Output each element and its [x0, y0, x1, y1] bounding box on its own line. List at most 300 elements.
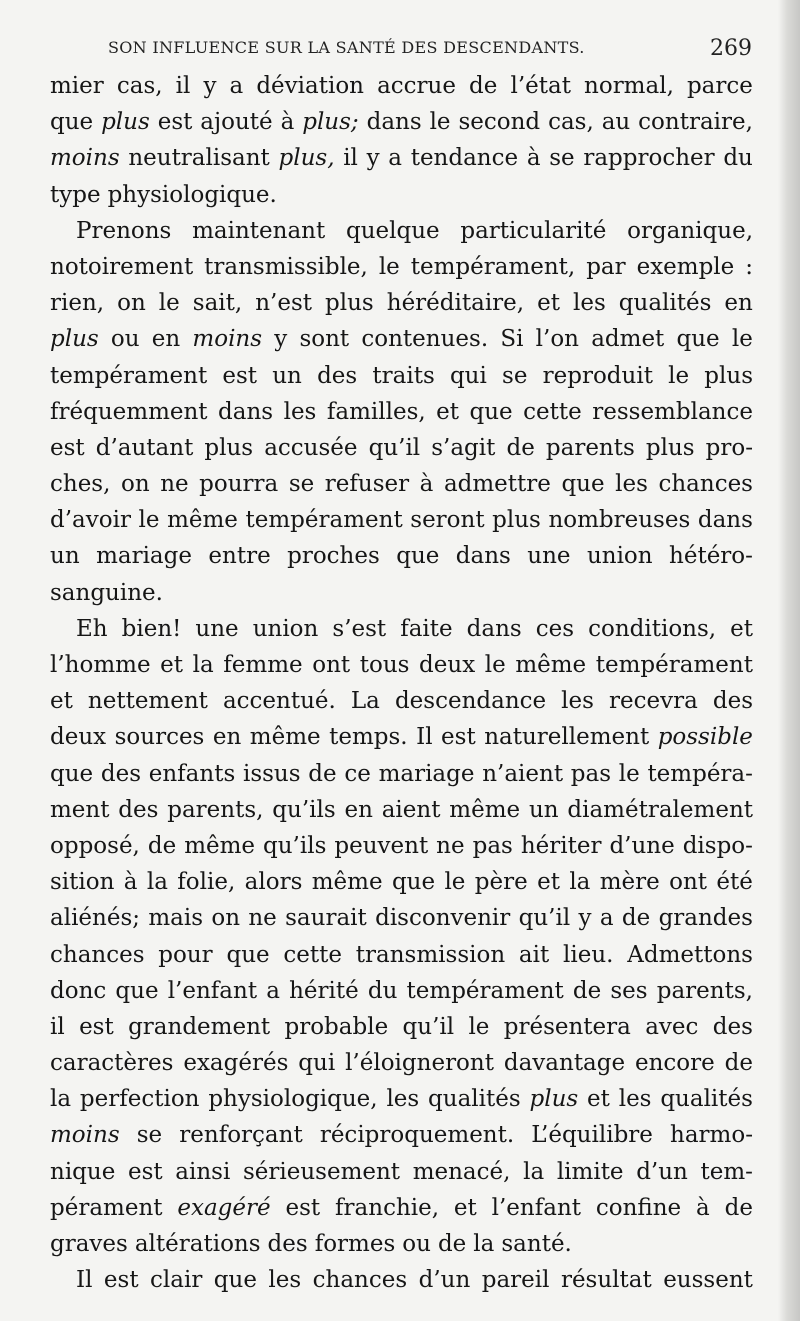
word: de [437, 1231, 467, 1257]
text-line [50, 1009, 753, 1045]
word: tempérament [50, 362, 208, 389]
word: perfection [79, 1086, 200, 1113]
text-line [50, 104, 753, 140]
word: Si [500, 326, 524, 353]
word: mariage [96, 543, 192, 570]
word: le [668, 362, 690, 389]
word: est [103, 1267, 139, 1294]
word: disconvenir [375, 905, 511, 932]
word: contenues. [361, 326, 489, 353]
word: en [724, 290, 753, 317]
word: de [724, 1050, 753, 1077]
word: Il [76, 1267, 93, 1294]
word: la [569, 869, 591, 896]
word: physiologique. [107, 181, 277, 208]
word: menacé, [412, 1158, 511, 1185]
word: des [317, 362, 358, 389]
word: Prenons [76, 217, 172, 244]
word: dans [218, 398, 274, 425]
word: de [469, 73, 498, 99]
word: y [203, 73, 217, 99]
text-line [50, 1081, 753, 1117]
word: santé. [501, 1231, 572, 1257]
word: que [213, 1267, 257, 1294]
word: ou [402, 1231, 431, 1257]
word: traits [372, 362, 435, 389]
word: dispo- [682, 832, 753, 859]
word: ou [110, 326, 140, 353]
word: diamétralement [567, 796, 753, 823]
word: ment [50, 796, 110, 823]
word: union [252, 615, 319, 642]
word: opposé, [50, 832, 140, 859]
word: cas, [548, 109, 594, 136]
word: ont [669, 869, 708, 896]
word: au [601, 109, 631, 136]
word: exagérés [183, 1050, 289, 1077]
word: davantage [503, 1050, 626, 1077]
word: ne [160, 471, 189, 498]
word: le [484, 652, 506, 678]
word: union [586, 543, 653, 570]
word: plus [704, 362, 753, 389]
word: héréditaire, [386, 290, 525, 317]
text-line [50, 828, 753, 864]
word: pourra [199, 471, 279, 498]
word: femme [223, 652, 303, 678]
word: altérations [134, 1231, 261, 1257]
word: seront [410, 507, 485, 534]
word: contraire, [638, 109, 753, 136]
page-edge-shadow [778, 0, 800, 1321]
word: reproduit [542, 362, 653, 389]
word: il [175, 73, 191, 99]
word: chances [658, 471, 753, 498]
word: pérament [50, 1194, 163, 1221]
text-line [50, 719, 753, 755]
word: même [167, 507, 238, 534]
word: même [311, 869, 383, 896]
word: le [429, 109, 451, 136]
word: et [160, 652, 184, 678]
word: des [118, 796, 159, 823]
word: Admettons [627, 941, 753, 968]
word: descendance [394, 688, 547, 715]
word: transmissible, [204, 253, 368, 280]
text-line [50, 1045, 753, 1081]
word: dans [455, 543, 511, 570]
word: aient [381, 796, 441, 823]
word: accentué. [222, 688, 336, 715]
word: y [366, 145, 380, 172]
word: les [572, 290, 606, 317]
word: l’on [535, 326, 579, 353]
word: Il [416, 724, 433, 751]
word: les [268, 1267, 302, 1294]
text-line [50, 538, 753, 574]
word: ne [248, 905, 277, 932]
word: chances [50, 941, 145, 968]
word: admettre [443, 471, 551, 498]
word: faite [400, 615, 453, 642]
word: exemple [636, 253, 735, 280]
word: deux [50, 724, 107, 751]
word: de [506, 434, 535, 461]
word: ce [344, 760, 371, 787]
word: grandement [128, 1013, 271, 1040]
word: organique, [627, 217, 753, 244]
word: a [599, 905, 614, 932]
word: entre [208, 543, 271, 570]
word: du [723, 145, 753, 172]
word: plus [204, 434, 254, 461]
text-line [50, 973, 753, 1009]
word: le [138, 507, 160, 534]
word: issus [242, 760, 301, 787]
word: tempérament [595, 652, 753, 678]
word: possible [657, 724, 753, 751]
word: d’un [636, 1158, 688, 1185]
word: tous [359, 652, 410, 678]
word: pas [570, 760, 612, 787]
word: moins [50, 1122, 120, 1149]
word: la [50, 1086, 72, 1113]
word: mariage [378, 760, 475, 787]
word: franchie, [335, 1194, 440, 1221]
word: les [618, 1086, 652, 1113]
word: que [561, 471, 605, 498]
word: limite [556, 1158, 624, 1185]
word: maintenant [192, 217, 326, 244]
word: conditions, [588, 615, 717, 642]
word: n’aient [482, 760, 564, 787]
word: de [724, 1194, 753, 1221]
word: grandes [658, 905, 753, 932]
word: folie, [177, 869, 236, 896]
word: l’enfant [167, 977, 258, 1004]
word: mais [148, 905, 204, 932]
word: et [436, 398, 460, 425]
word: enfants [148, 760, 236, 787]
word: il [50, 1013, 65, 1040]
running-head: SON INFLUENCE SUR LA SANTÉ DES DESCENDANTS. [108, 38, 585, 57]
text-line [50, 900, 753, 936]
word: pro- [705, 434, 753, 461]
text-line [50, 1190, 753, 1226]
word: sont [299, 326, 350, 353]
word: a [388, 145, 403, 172]
word: que [391, 869, 436, 896]
word: se [136, 1122, 163, 1149]
word: : [745, 253, 753, 280]
word: déviation [256, 73, 364, 99]
word: dans [697, 507, 753, 534]
word: tempérament, [410, 253, 576, 280]
word: plus [101, 109, 150, 136]
word: en [344, 796, 373, 823]
word: fréquemment [50, 398, 208, 425]
word: ont [312, 652, 351, 678]
word: le [468, 1013, 490, 1040]
word: à [696, 1194, 710, 1221]
word: parents, [656, 977, 753, 1004]
word: pas [472, 832, 513, 859]
word: ces [535, 615, 575, 642]
word: harmo- [670, 1122, 753, 1149]
word: un [272, 362, 302, 389]
word: résultat [560, 1267, 652, 1294]
word: qualités [428, 1086, 521, 1113]
word: et [453, 1194, 477, 1221]
word: de [147, 832, 177, 859]
word: donc [50, 977, 107, 1004]
word: des [100, 760, 142, 787]
word: s’agit [431, 434, 496, 461]
text-line [50, 1154, 753, 1190]
word: probable [284, 1013, 389, 1040]
word: rien, [50, 290, 105, 317]
word: le [731, 326, 753, 353]
word: d’autant [95, 434, 194, 461]
word: ressemblance [592, 398, 753, 425]
text-line [50, 502, 753, 538]
word: à [280, 109, 295, 136]
word: et [537, 290, 560, 317]
word: l’enfant [491, 1194, 581, 1221]
word: accusée [264, 434, 358, 461]
word: que [115, 977, 159, 1004]
word: L’équilibre [531, 1122, 653, 1149]
word: confine [595, 1194, 682, 1221]
word: sait, [192, 290, 243, 317]
word: le [618, 760, 640, 787]
text-line [50, 249, 753, 285]
text-line [50, 285, 753, 321]
word: normal, [584, 73, 674, 99]
word: qu’il [402, 1013, 455, 1040]
word: même [515, 652, 587, 678]
word: familles, [326, 398, 426, 425]
text-line [50, 177, 753, 213]
word: n’est [255, 290, 313, 317]
word: renforçant [179, 1122, 303, 1149]
word: parents, [167, 796, 264, 823]
word: que [396, 543, 440, 570]
word: même [449, 796, 521, 823]
word: plus [492, 507, 541, 534]
word: des [712, 688, 753, 715]
word: ajouté [200, 109, 273, 136]
word: qu’il [518, 905, 571, 932]
body-text [50, 68, 753, 1298]
text-line [50, 68, 753, 104]
word: de [621, 905, 651, 932]
text-line [50, 358, 753, 394]
word: à [526, 145, 541, 172]
word: avec [645, 1013, 699, 1040]
word: plus [645, 434, 695, 461]
word: se [549, 145, 575, 172]
word: clair [150, 1267, 203, 1294]
word: que [50, 109, 94, 136]
word: ches, [50, 471, 111, 498]
text-line [50, 430, 753, 466]
word: graves [50, 1231, 128, 1257]
word: est [50, 434, 85, 461]
word: La [350, 688, 380, 715]
word: à [123, 869, 138, 896]
word: y [578, 905, 592, 932]
word: le [158, 290, 180, 317]
word: hétéro- [669, 543, 753, 570]
word: à [419, 471, 434, 498]
word: réciproquement. [319, 1122, 515, 1149]
text-line [50, 611, 753, 647]
word: ait [518, 941, 550, 968]
text-line [50, 792, 753, 828]
word: Eh [76, 615, 108, 642]
word: notoirement [50, 253, 194, 280]
word: d’un [418, 1267, 471, 1294]
word: formes [314, 1231, 396, 1257]
text-line [50, 213, 753, 249]
word: tendance [410, 145, 519, 172]
word: eussent [663, 1267, 753, 1294]
word: est [285, 1194, 321, 1221]
text-line [50, 575, 753, 611]
word: lieu. [563, 941, 614, 968]
word: aliénés; [50, 905, 141, 932]
text-line [50, 394, 753, 430]
word: y [274, 326, 288, 353]
word: et [730, 615, 753, 642]
word: qualités [618, 290, 712, 317]
word: tempérament [406, 977, 564, 1004]
word: des [712, 1013, 753, 1040]
word: peuvent [334, 832, 429, 859]
word: est [127, 1158, 163, 1185]
word: dans [366, 109, 422, 136]
word: moins [50, 145, 120, 172]
word: un [50, 543, 80, 570]
word: la [192, 652, 214, 678]
word: et [537, 869, 560, 896]
word: d’avoir [50, 507, 131, 534]
word: les [386, 1086, 420, 1113]
word: et [587, 1086, 610, 1113]
word: refuser [324, 471, 410, 498]
word: même [249, 724, 321, 751]
word: ne [436, 832, 465, 859]
word: l’homme [50, 652, 151, 678]
word: naturellement [484, 724, 650, 751]
word: été [716, 869, 753, 896]
word: nique [50, 1158, 116, 1185]
word: encore [635, 1050, 715, 1077]
word: d’une [609, 832, 675, 859]
word: un [528, 796, 559, 823]
word: est [441, 724, 476, 751]
word: ses [610, 977, 648, 1004]
word: en [212, 724, 242, 751]
text-line [50, 756, 753, 792]
word: recevra [609, 688, 698, 715]
word: tempérament [245, 507, 403, 534]
word: on [120, 471, 150, 498]
word: s’est [332, 615, 387, 642]
word: ainsi [175, 1158, 231, 1185]
word: alors [244, 869, 303, 896]
text-line [50, 1262, 753, 1298]
word: est [222, 362, 258, 389]
word: qu’ils [272, 796, 336, 823]
word: qu’il [368, 434, 421, 461]
word: la [473, 1231, 495, 1257]
word: de [572, 977, 602, 1004]
word: second [458, 109, 541, 136]
word: une [195, 615, 239, 642]
word: nombreuses [548, 507, 691, 534]
word: cette [523, 398, 582, 425]
word: que [676, 326, 720, 353]
text-line [50, 864, 753, 900]
text-line [50, 466, 753, 502]
word: accrue [377, 73, 456, 99]
word: on [211, 905, 241, 932]
word: l’état [510, 73, 571, 99]
word: se [502, 362, 528, 389]
word: que [50, 760, 94, 787]
word: admet [591, 326, 665, 353]
word: des [267, 1231, 308, 1257]
word: qu’ils [263, 832, 327, 859]
text-line [50, 321, 753, 357]
text-line [50, 140, 753, 176]
word: mère [599, 869, 660, 896]
word: parents [545, 434, 635, 461]
word: tempéra- [647, 760, 753, 787]
word: présentera [503, 1013, 631, 1040]
text-line [50, 647, 753, 683]
word: mier [50, 73, 104, 99]
word: la [146, 869, 168, 896]
word: qui [298, 1050, 336, 1077]
word: a [229, 73, 244, 99]
word: plus [325, 290, 374, 317]
word: en [151, 326, 181, 353]
word: caractères [50, 1050, 174, 1077]
word: est [157, 109, 193, 136]
word: père [474, 869, 528, 896]
word: cette [283, 941, 342, 968]
word: hérité [289, 977, 359, 1004]
page-number: 269 [710, 36, 752, 61]
text-line [50, 683, 753, 719]
word: rapprocher [583, 145, 715, 172]
word: plus [529, 1086, 579, 1113]
word: plus [50, 326, 99, 353]
word: le [444, 869, 466, 896]
word: plus; [302, 109, 359, 136]
word: particularité [460, 217, 607, 244]
word: qui [449, 362, 487, 389]
word: parce [686, 73, 753, 99]
word: sition [50, 869, 115, 896]
word: transmission [355, 941, 506, 968]
word: le [378, 253, 400, 280]
word: plus, [278, 145, 335, 172]
word: les [561, 688, 594, 715]
